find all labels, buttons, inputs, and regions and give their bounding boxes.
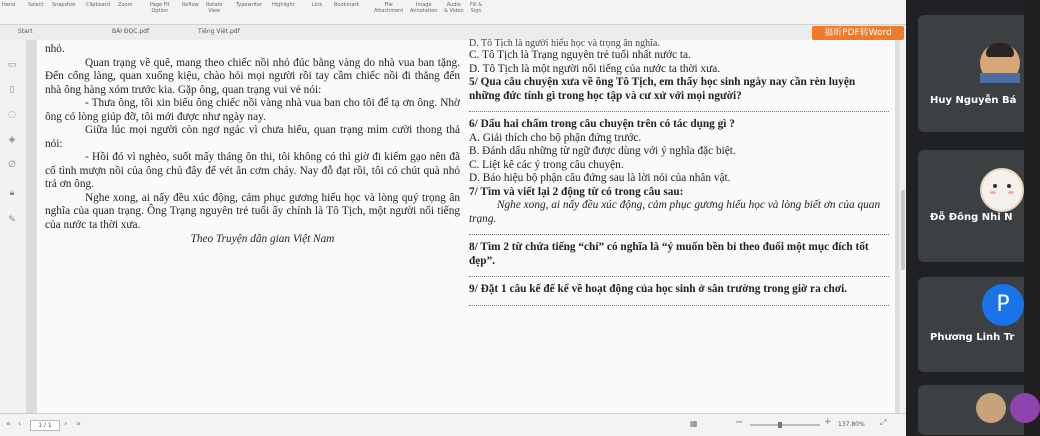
passage-line: nhỏ. (45, 43, 65, 55)
zoom-slider-knob[interactable] (778, 422, 782, 428)
toolbar-item[interactable]: File Attachment (374, 2, 404, 14)
toolbar-item[interactable]: Rotate View (206, 2, 223, 14)
avatar (976, 393, 1006, 423)
toolbar-item[interactable]: Bookmark (334, 2, 360, 8)
answer-line (469, 228, 889, 235)
toolbar-item[interactable]: Page Fit Option (150, 2, 170, 14)
avatar (1010, 393, 1040, 423)
view-mode-icon[interactable]: ▦ (690, 419, 698, 428)
reading-passage (45, 43, 460, 247)
last-page-icon[interactable]: » (76, 419, 81, 428)
passage-paragraph: - Thưa ông, tôi xin biếu ông chiếc nồi vàng nhà vua ban cho tôi để tạ ơn ông. Nhờ ông có lòng giúp đỡ, tôi mới được như ngày nay. (45, 97, 460, 123)
toolbar-item[interactable]: Typewriter (236, 2, 263, 8)
option: C. Tô Tịch là Trạng nguyên trẻ tuổi nhất nước ta. (469, 49, 691, 61)
fullscreen-icon[interactable]: ⤢ (880, 418, 887, 427)
document-tab[interactable]: Start (18, 28, 33, 35)
answer-line (469, 270, 889, 277)
question-5: 5/ Qua câu chuyện xưa về ông Tô Tịch, em thấy học sinh ngày nay cần rèn luyện những đức tính gì trong học tập và cư xử với mọi người? (469, 76, 856, 102)
toolbar-item[interactable]: Audio & Video (444, 2, 464, 14)
avatar (980, 168, 1024, 212)
option: B. Đánh dấu những từ ngữ được dùng với ý nghĩa đặc biệt. (469, 145, 736, 157)
passage-paragraph: - Hồi đó vì nghèo, suốt mấy tháng ôn thi, tôi không có thì giờ đi kiếm gạo nên đã cố tình mượn nồi của ông chủ đây để vét ăn cơm cháy. Nay đỗ đạt rồi, tôi có chút quà nhỏ trả ơn ông. (45, 151, 460, 190)
next-page-icon[interactable]: › (64, 419, 68, 428)
document-viewport[interactable] (27, 40, 899, 413)
left-panel (0, 40, 27, 413)
toolbar-item[interactable]: Select (28, 2, 44, 8)
signature-icon[interactable]: ✎ (8, 215, 16, 225)
scroll-thumb[interactable] (901, 190, 905, 270)
zoom-level: 137.80% (838, 421, 865, 428)
participant-name: Huy Nguyễn Bá (930, 95, 1017, 106)
participant-tile[interactable] (918, 385, 1024, 435)
participant-name: Đỗ Đông Nhi N (930, 212, 1013, 223)
toolbar-item[interactable]: Hand (2, 2, 16, 8)
question-7-sentence: Nghe xong, ai nấy đều xúc động, cảm phục gương hiếu học và lòng biết ơn của quan trạng. (469, 199, 881, 225)
option: A. Giải thích cho bộ phận đứng trước. (469, 131, 642, 144)
question-8: 8/ Tìm 2 từ chứa tiếng “chí” có nghĩa là “ý muốn bền bỉ theo đuổi một mục đích tốt đẹp”. (469, 241, 869, 267)
zoom-in-icon[interactable]: + (824, 417, 832, 427)
participant-tile[interactable] (918, 15, 1024, 132)
bookmark-icon[interactable]: ▭ (7, 60, 17, 70)
toolbar-item[interactable]: Highlight (272, 2, 295, 8)
pdf-page (37, 40, 895, 413)
answer-line (469, 299, 889, 306)
passage-paragraph: Quan trạng về quê, mang theo chiếc nồi nhỏ đúc bằng vàng do nhà vua ban tặng. Đến cổng làng, quan xuống kiệu, chào hỏi mọi người rồi tay cầm chiếc nồi đi thẳng đến nhà ông hàng xóm trước kia. Gặp ông, quan trạng vui vẻ nói: (45, 56, 460, 96)
toolbar-item[interactable]: Link (312, 2, 323, 8)
questions-column (469, 38, 889, 312)
cut-off-line: D. Tô Tịch là người hiếu học và trọng ân nghĩa. (469, 38, 660, 49)
tab-bar (0, 25, 906, 41)
toolbar-item[interactable]: Clipboard (86, 2, 110, 8)
option: C. Liệt kê các ý trong câu chuyện. (469, 158, 624, 171)
zoom-slider[interactable] (750, 424, 820, 426)
pdf-to-word-button[interactable]: 福昕PDF转Word (812, 26, 904, 40)
lock-icon[interactable]: 🔒︎ (9, 188, 15, 198)
comment-icon[interactable]: ◌ (8, 110, 16, 120)
toolbar-item[interactable]: Reflow (182, 2, 199, 8)
page-number-field[interactable]: 1 / 1 (30, 420, 60, 431)
option: D. Báo hiệu bộ phận câu đứng sau là lời nói của nhân vật. (469, 172, 731, 184)
question-7: 7/ Tìm và viết lại 2 động từ có trong câu sau: (469, 185, 684, 198)
document-tab[interactable]: BÀI ĐỌC.pdf (112, 28, 150, 35)
avatar (980, 43, 1020, 83)
toolbar-item[interactable]: Zoom (118, 2, 133, 8)
avatar: P (982, 284, 1024, 326)
layers-icon[interactable]: ◈ (8, 135, 16, 145)
prev-page-icon[interactable]: ‹ (18, 419, 22, 428)
pages-icon[interactable]: ▯ (9, 85, 15, 95)
status-bar (0, 413, 906, 436)
question-6: 6/ Dấu hai chấm trong câu chuyện trên có tác dụng gì ? (469, 118, 735, 130)
passage-source: Theo Truyện dân gian Việt Nam (190, 233, 335, 245)
participant-tile[interactable] (918, 150, 1024, 262)
passage-paragraph: Giữa lúc mọi người còn ngơ ngác vì chưa hiểu, quan trạng mỉm cười thong thả nói: (45, 124, 460, 150)
answer-line (469, 105, 889, 112)
option: D. Tô Tịch là một người nổi tiếng của nước ta thời xưa. (469, 62, 721, 75)
toolbar (0, 0, 906, 25)
participant-name: Phương Linh Tr (930, 332, 1015, 343)
toolbar-item[interactable]: Fill & Sign (470, 2, 483, 14)
toolbar-item[interactable]: Snapshot (52, 2, 76, 8)
toolbar-item[interactable]: Image Annotation (410, 2, 438, 14)
first-page-icon[interactable]: « (6, 419, 11, 428)
zoom-out-icon[interactable]: − (735, 417, 744, 428)
passage-paragraph: Nghe xong, ai nấy đều xúc động, cảm phục gương hiếu học và lòng quý trọng ân nghĩa của quan trạng. Ông Trạng nguyên trẻ tuổi ấy chính là Tô Tịch, một người nổi tiếng của nước ta thời xưa. (45, 191, 460, 231)
attachment-icon[interactable]: ∅ (8, 160, 16, 170)
document-tab[interactable]: Tiếng Việt.pdf (198, 28, 240, 35)
question-9: 9/ Đặt 1 câu kể để kể về hoạt động của học sinh ở sân trường trong giờ ra chơi. (469, 283, 848, 295)
